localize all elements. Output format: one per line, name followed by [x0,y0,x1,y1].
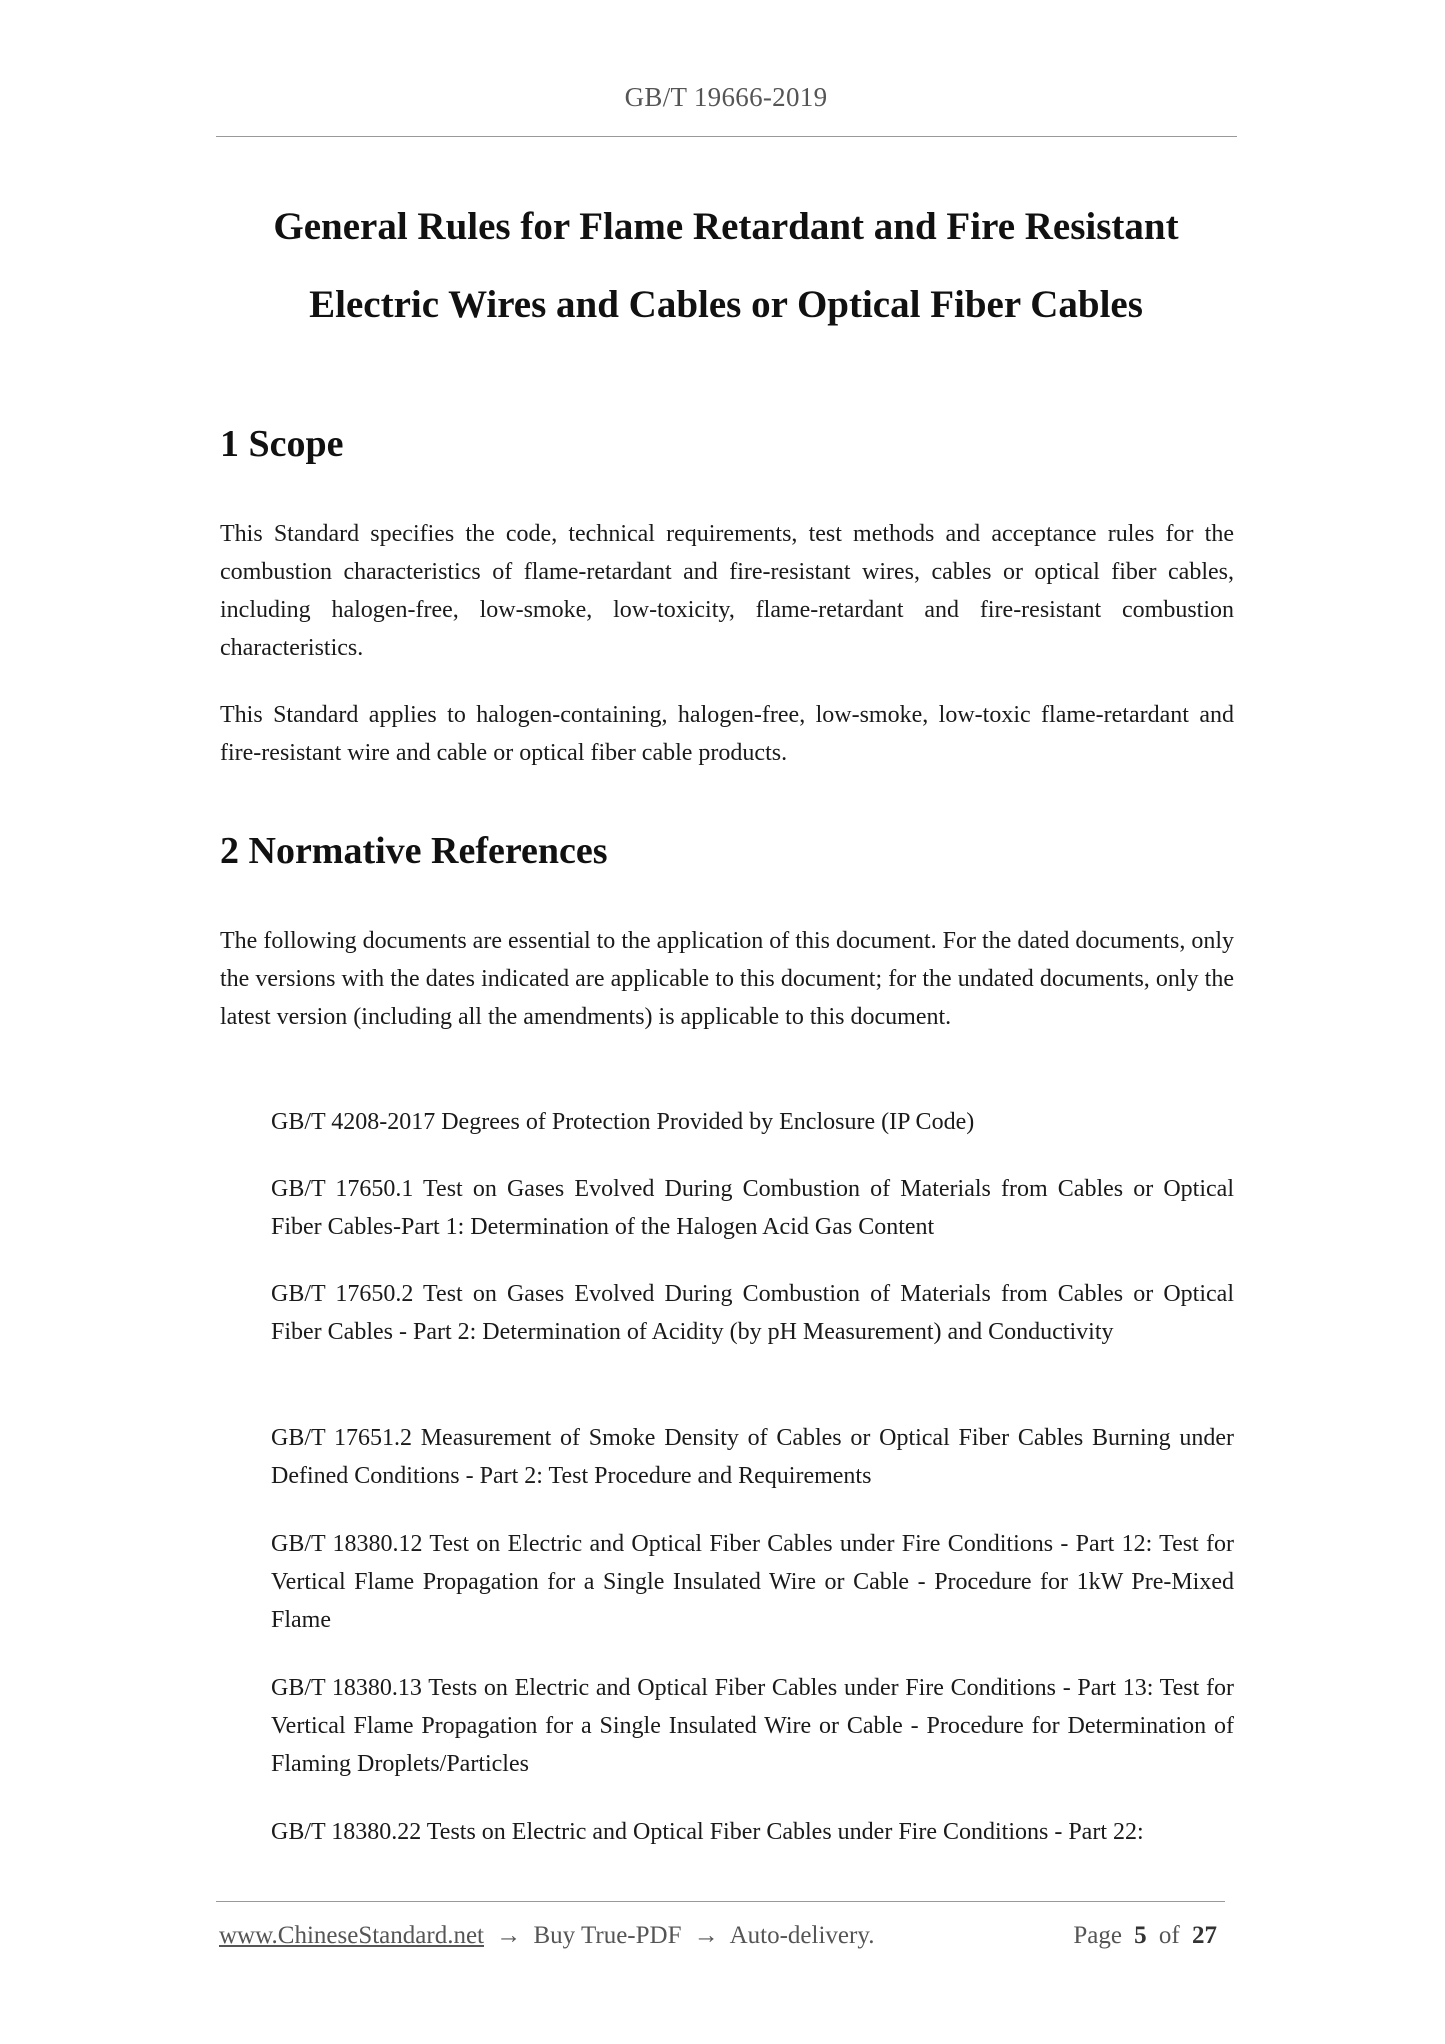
section-heading-scope: 1 Scope [220,423,344,465]
reference-item: GB/T 18380.13 Tests on Electric and Optical Fiber Cables under Fire Conditions - Part 13: Test for Vertical Flame Propagation for a Single Insulated Wire or Cable - Procedure for Determination of Flaming Droplets/Particles [271,1675,1234,1777]
arrow-right-icon: → [693,1922,719,1949]
page-indicator [1073,1922,1223,1950]
page-total: 27 [1192,1922,1217,1949]
reference-item: GB/T 17650.1 Test on Gases Evolved During Combustion of Materials from Cables or Optical Fiber Cables-Part 1: Determination of the Halogen Acid Gas Content [271,1176,1234,1240]
page-number: 5 [1134,1922,1147,1949]
reference-item: GB/T 18380.12 Test on Electric and Optical Fiber Cables under Fire Conditions - Part 12: Test for Vertical Flame Propagation for a Single Insulated Wire or Cable - Procedure for 1kW Pre-Mixed Flame [271,1531,1234,1633]
document-code-header: GB/T 19666-2019 [624,82,828,112]
scope-paragraph-1: This Standard specifies the code, technical requirements, test methods and acceptance rules for the combustion characteristics of flame-retardant and fire-resistant wires, cables or optical fiber cables, including halogen-free, low-smoke, low-toxicity, flame-retardant and fire-resistant combustion characteristics. [220,521,1234,661]
arrow-right-icon: → [496,1922,522,1949]
document-title [216,188,1236,344]
footer-divider [216,1901,1225,1902]
reference-item: GB/T 18380.22 Tests on Electric and Optical Fiber Cables under Fire Conditions - Part 22: [271,1819,1144,1845]
scope-paragraph-2: This Standard applies to halogen-containing, halogen-free, low-smoke, low-toxic flame-retardant and fire-resistant wire and cable or optical fiber cable products. [220,702,1234,766]
of-label: of [1158,1922,1180,1949]
reference-item: GB/T 17651.2 Measurement of Smoke Density of Cables or Optical Fiber Cables Burning under Defined Conditions - Part 2: Test Procedure and Requirements [271,1425,1234,1489]
buy-pdf-text: Buy True-PDF [533,1922,682,1949]
header-divider [216,136,1237,137]
reference-item: GB/T 17650.2 Test on Gases Evolved During Combustion of Materials from Cables or Optical Fiber Cables - Part 2: Determination of Acidity (by pH Measurement) and Conductivity [271,1281,1234,1345]
website-link[interactable]: www.ChineseStandard.net [219,1922,484,1949]
section-heading-normative-references: 2 Normative References [220,830,608,872]
title-line-1: General Rules for Flame Retardant and Fire Resistant [273,205,1179,248]
references-intro-paragraph: The following documents are essential to the application of this document. For the dated documents, only the versions with the dates indicated are applicable to this document; for the undated documents, only the latest version (including all the amendments) is applicable to this document. [220,928,1234,1030]
auto-delivery-text: Auto-delivery. [729,1922,875,1949]
title-line-2: Electric Wires and Cables or Optical Fiber Cables [309,283,1143,326]
reference-item: GB/T 4208-2017 Degrees of Protection Provided by Enclosure (IP Code) [271,1109,975,1135]
page-label: Page [1073,1922,1122,1949]
footer-promo [219,1922,874,1950]
